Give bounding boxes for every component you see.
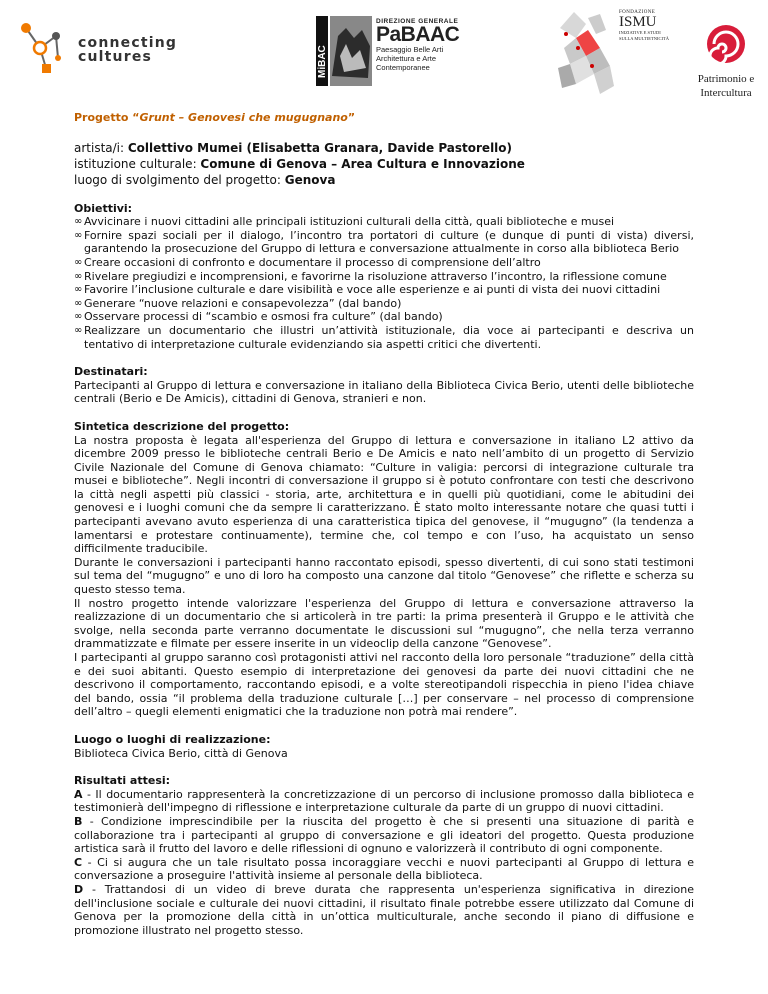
ismu-wordmark: FONDAZIONE ISMU INIZIATIVE E STUDI SULLA MULTIETNICITÀ	[619, 10, 669, 41]
result-item: D - Trattandosi di un video di breve durata che rappresenta un'esperienza significativa in direzione dell'inclusione sociale e culturale dei nuovi cittadini, il risultato finale potrebbe essere utilizzato dal Comune di Genova per la promozione della città in un’ottica multiculturale, anche secondo il piano di diffusione e promozione illustrato nel progetto stesso.	[74, 882, 694, 937]
mibac-wordmark: DIREZIONE GENERALE PaBAAC Paesaggio Belle Arti Architettura e Arte Contemporanee	[376, 18, 460, 72]
description-title: Sintetica descrizione del progetto:	[74, 419, 290, 433]
artist-line: artista/i: Collettivo Mumei (Elisabetta Granara, Davide Pastorello)	[74, 140, 513, 155]
spiral-icon	[682, 22, 766, 72]
description-paragraph: Il nostro progetto intende valorizzare l'esperienza del Gruppo di lettura e conversazione attraverso la realizzazione di un documentario che si articolerà in tre parti: la prima presenterà il Gruppo e le attività che svolge, nella seconda parte verranno documentate le discussioni sul “mugugno”, che nella terza verranno drammatizzate e filmate per essere inserite in un videoclip della canzone “Genovese”.	[74, 596, 694, 651]
fondazione-ismu-logo	[556, 8, 674, 100]
list-item: ∞ Favorire l’inclusione culturale e dare visibilità e voce alle esperienze e ai punti di vista dei nuovi cittadini	[74, 283, 661, 297]
recipients-title: Destinatari:	[74, 365, 148, 379]
document-body	[74, 111, 694, 937]
locations-text: Biblioteca Civica Berio, città di Genova	[74, 746, 288, 760]
project-title: Progetto “Grunt – Genovesi che mugugnano”	[74, 111, 356, 124]
header	[0, 0, 768, 110]
result-item: C - Ci si augura che un tale risultato possa incoraggiare vecchi e nuovi partecipanti al Gruppo di lettura e conversazione a proseguire l'attività insieme al personale della biblioteca.	[74, 855, 694, 883]
svg-text:MiBAC: MiBAC	[317, 45, 328, 78]
locations-title: Luogo o luoghi di realizzazione:	[74, 732, 271, 746]
list-item: ∞ Rivelare pregiudizi e incomprensioni, e favorirne la risoluzione attraverso l’incontro, la riflessione comune	[74, 269, 667, 283]
recipients-text: Partecipanti al Gruppo di lettura e conversazione in italiano della Biblioteca Civica Berio, utenti delle biblioteche centrali (Berio e De Amicis), cittadini di Genova, stranieri e non.	[74, 378, 694, 406]
institution-line: istituzione culturale: Comune di Genova – Area Cultura e Innovazione	[74, 156, 525, 171]
patrimonio-intercultura-logo	[682, 22, 766, 102]
list-item: ∞ Avvicinare i nuovi cittadini alle principali istituzioni culturali della città, quali biblioteche e musei	[74, 215, 615, 229]
place-line: luogo di svolgimento del progetto: Genova	[74, 172, 336, 187]
ismu-mosaic-icon	[556, 8, 618, 100]
objectives-list	[74, 215, 694, 351]
objectives-title: Obiettivi:	[74, 201, 133, 215]
description-paragraph: Durante le conversazioni i partecipanti hanno raccontato episodi, spesso divertenti, di cui sono stati testimoni sul tema del “mugugno” e uno di loro ha composto una canzone dal titolo “Genovese” che riflette e scherza su questo stesso tema.	[74, 555, 694, 597]
results-title: Risultati attesi:	[74, 774, 171, 788]
mibac-pabaac-logo	[316, 16, 476, 86]
result-item: A - Il documentario rappresenterà la concretizzazione di un percorso di inclusione promosso dalla biblioteca e testimonierà dell'impegno di riflessione e interpretazione culturale da parte di un gruppo di nuovi cittadini.	[74, 787, 694, 815]
list-item: ∞ Osservare processi di “scambio e osmosi fra culture” (dal bando)	[74, 310, 443, 324]
list-item: ∞ Generare “nuove relazioni e consapevolezza” (dal bando)	[74, 296, 402, 310]
connecting-cultures-wordmark: connecting cultures	[78, 35, 178, 65]
result-item: B - Condizione imprescindibile per la riuscita del progetto è che si presenti una situazione di parità e collaborazione tra i partecipanti al gruppo di conversazione e gli ideatori del progetto. Questa produzione artistica sarà il frutto del lavoro e delle riflessioni di ognuno e valorizzerà il contributo di ogni componente.	[74, 814, 694, 856]
list-item: ∞ Fornire spazi sociali per il dialogo, l’incontro tra portatori di culture (e dunque di punti di vista) diversi, garantendo la prosecuzione del Gruppo di lettura e conversazione attualmente in corso alla biblioteca Berio	[74, 228, 694, 256]
description-paragraph: La nostra proposta è legata all'esperienza del Gruppo di lettura e conversazione in italiano L2 attivo da dicembre 2009 presso le biblioteche centrali Berio e De Amicis e nato nell’ambito di un progetto di Servizio Civile Nazionale del Comune di Genova chiamato: “Culture in valigia: percorsi di integrazione culturale tra musei e biblioteche”. Negli incontri di conversazione il gruppo si è potuto confrontare con testi che descrivono la città negli aspetti più classici - storia, arte, architettura e in quelli più quotidiani, come le abitudini dei genovesi e i luoghi comuni che da sempre li caratterizzano. È stato molto interessante notare che quasi tutti i partecipanti avevano avuto esperienza di una caratteristica tipica del genovese, il “mugugno” (la tendenza a lamentarsi e protestare continuamente), termine che, col tempo e con l’uso, ha acquistato un senso difficilmente traducibile.	[74, 433, 694, 556]
project-meta	[74, 140, 694, 188]
patrimonio-wordmark: Patrimonio e Intercultura	[697, 73, 755, 99]
list-item: ∞ Realizzare un documentario che illustri un’attività istituzionale, dia voce ai partecipanti e descriva un tentativo di interpretazione culturale evidenziando sia aspetti critici che divertenti.	[74, 323, 694, 351]
connecting-cultures-logo	[18, 18, 178, 78]
list-item: ∞ Creare occasioni di confronto e documentare il processo di comprensione dell’altro	[74, 255, 541, 269]
mibac-emblem-icon	[316, 16, 374, 86]
description-paragraph: I partecipanti al gruppo saranno così protagonisti attivi nel racconto della loro personale “traduzione” della città e dei suoi abitanti. Questo esempio di interpretazione dei genovesi da parte dei nuovi cittadini che ne descrivono il comportamento, raccontando episodi, e a volte stereotipandoli rispecchia in pieno l'idea chiave del bando, ossia “il problema della traduzione culturale […] per conservare – nel processo di comprensione dell’altro – quegli elementi enigmatici che la traduzione non potrà mai rendere”.	[74, 651, 694, 719]
network-icon	[18, 18, 68, 78]
